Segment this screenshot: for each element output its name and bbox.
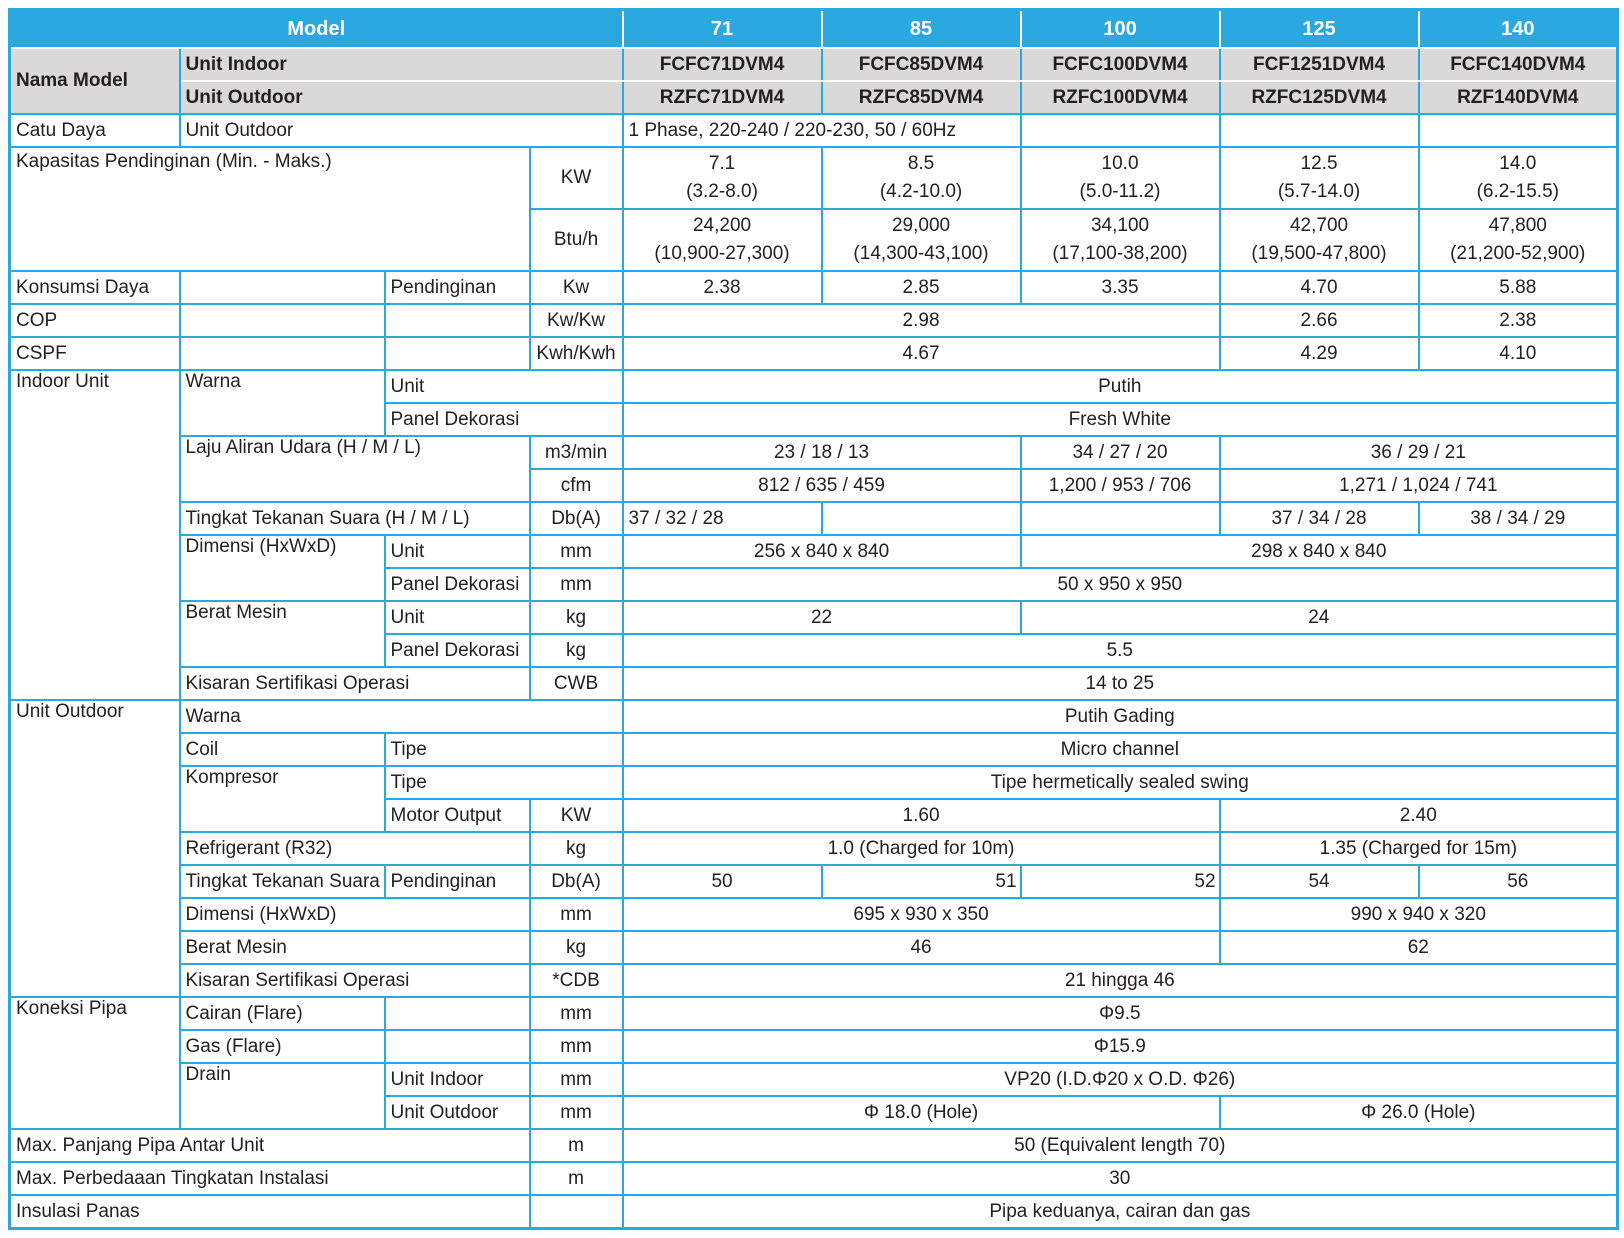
konsumsi-100: 3.35 [1021, 271, 1220, 304]
outdoor-tekanan-71: 50 [623, 865, 822, 898]
indoor-unit-label: Indoor Unit [10, 370, 180, 700]
indoor-laju-cfm-unit: cfm [530, 469, 623, 502]
outdoor-berat-unit: kg [530, 931, 623, 964]
outdoor-dimensi-71-100: 695 x 930 x 350 [623, 898, 1220, 931]
column-header-100: 100 [1021, 10, 1220, 49]
btu-nominal: 42,700 [1289, 215, 1349, 236]
model-header: Model [10, 10, 623, 49]
btu-range: (17,100-38,200) [1052, 243, 1188, 264]
kw-nominal: 8.5 [907, 153, 935, 174]
indoor-dimensi-panel-mm: mm [530, 568, 623, 601]
koneksi-cairan-value: Φ9.5 [623, 997, 1618, 1030]
indoor-dimensi-71-85: 256 x 840 x 840 [623, 535, 1021, 568]
outdoor-tekanan-suara-row [10, 865, 1618, 898]
koneksi-cairan-row [10, 997, 1618, 1030]
btu-nominal: 24,200 [692, 215, 752, 236]
indoor-berat-100-140: 24 [1021, 601, 1618, 634]
indoor-model-140: FCFC140DVM4 [1419, 48, 1618, 81]
koneksi-cairan-unit: mm [530, 997, 623, 1030]
kapasitas-btu-125 [1220, 209, 1419, 271]
indoor-berat-unit-label: Unit [385, 601, 530, 634]
outdoor-berat-71-100: 46 [623, 931, 1220, 964]
outdoor-warna-value: Putih Gading [623, 700, 1618, 733]
drain-outdoor-71-100: Φ 18.0 (Hole) [623, 1096, 1220, 1129]
outdoor-warna-label: Warna [180, 700, 623, 733]
outdoor-kompresor-tipe-label: Tipe [385, 766, 623, 799]
outdoor-coil-tipe-label: Tipe [385, 733, 623, 766]
indoor-warna-panel-label: Panel Dekorasi [385, 403, 623, 436]
insulasi-value: Pipa keduanya, cairan dan gas [623, 1195, 1618, 1229]
indoor-laju-label: Laju Aliran Udara (H / M / L) [180, 436, 530, 502]
kapasitas-kw-unit: KW [530, 147, 623, 209]
kw-range: (5.7-14.0) [1277, 181, 1361, 202]
konsumsi-unit: Kw [530, 271, 623, 304]
outdoor-berat-row [10, 931, 1618, 964]
max-perbedaan-value: 30 [623, 1162, 1618, 1195]
outdoor-berat-125-140: 62 [1220, 931, 1618, 964]
btu-range: (14,300-43,100) [853, 243, 989, 264]
kapasitas-kw-85 [822, 147, 1021, 209]
cspf-71-100: 4.67 [623, 337, 1220, 370]
indoor-dimensi-unit-label: Unit [385, 535, 530, 568]
indoor-tekanan-140: 38 / 34 / 29 [1419, 502, 1618, 535]
catu-daya-row [10, 114, 1618, 147]
laju-m3min-100: 34 / 27 / 20 [1021, 436, 1220, 469]
laju-cfm-125-140: 1,271 / 1,024 / 741 [1220, 469, 1618, 502]
indoor-berat-label: Berat Mesin [180, 601, 385, 667]
catu-daya-value: 1 Phase, 220-240 / 220-230, 50 / 60Hz [623, 114, 1021, 147]
kapasitas-btu-100 [1021, 209, 1220, 271]
outdoor-dimensi-label: Dimensi (HxWxD) [180, 898, 530, 931]
outdoor-motor-unit: KW [530, 799, 623, 832]
laju-cfm-71-85: 812 / 635 / 459 [623, 469, 1021, 502]
column-header-71: 71 [623, 10, 822, 49]
max-perbedaan-row [10, 1162, 1618, 1195]
laju-cfm-100: 1,200 / 953 / 706 [1021, 469, 1220, 502]
drain-outdoor-125-140: Φ 26.0 (Hole) [1220, 1096, 1618, 1129]
cspf-unit: Kwh/Kwh [530, 337, 623, 370]
indoor-dimensi-100-140: 298 x 840 x 840 [1021, 535, 1618, 568]
kw-range: (5.0-11.2) [1079, 181, 1161, 202]
indoor-model-85: FCFC85DVM4 [822, 48, 1021, 81]
drain-outdoor-unit: mm [530, 1096, 623, 1129]
indoor-berat-71-85: 22 [623, 601, 1021, 634]
max-panjang-unit: m [530, 1129, 623, 1162]
outdoor-coil-label: Coil [180, 733, 385, 766]
btu-nominal: 29,000 [891, 215, 951, 236]
indoor-tekanan-125: 37 / 34 / 28 [1220, 502, 1419, 535]
header-row [10, 10, 1618, 49]
kw-nominal: 12.5 [1300, 153, 1338, 174]
cop-empty-b [180, 304, 385, 337]
outdoor-refrigerant-71-100: 1.0 (Charged for 10m) [623, 832, 1220, 865]
outdoor-berat-label: Berat Mesin [180, 931, 530, 964]
outdoor-kompresor-tipe-row [10, 766, 1618, 799]
kapasitas-kw-71 [623, 147, 822, 209]
outdoor-kisaran-unit: *CDB [530, 964, 623, 997]
cop-71-100: 2.98 [623, 304, 1220, 337]
indoor-model-71: FCFC71DVM4 [623, 48, 822, 81]
outdoor-model-125: RZFC125DVM4 [1220, 81, 1419, 114]
column-header-85: 85 [822, 10, 1021, 49]
indoor-warna-unit-value: Putih [623, 370, 1618, 403]
indoor-warna-label: Warna [180, 370, 385, 436]
outdoor-motor-125-140: 2.40 [1220, 799, 1618, 832]
kapasitas-kw-row [10, 147, 1618, 209]
indoor-model-100: FCFC100DVM4 [1021, 48, 1220, 81]
outdoor-kisaran-value: 21 hingga 46 [623, 964, 1618, 997]
outdoor-coil-row [10, 733, 1618, 766]
nama-model-indoor-row [10, 48, 1618, 81]
cspf-label: CSPF [10, 337, 180, 370]
outdoor-dimensi-125-140: 990 x 940 x 320 [1220, 898, 1618, 931]
catu-daya-label: Catu Daya [10, 114, 180, 147]
outdoor-kisaran-label: Kisaran Sertifikasi Operasi [180, 964, 530, 997]
outdoor-model-140: RZF140DVM4 [1419, 81, 1618, 114]
spec-table [8, 8, 1619, 1230]
indoor-kisaran-row [10, 667, 1618, 700]
catu-daya-empty-125 [1220, 114, 1419, 147]
koneksi-pipa-label: Koneksi Pipa [10, 997, 180, 1129]
outdoor-tekanan-unit: Db(A) [530, 865, 623, 898]
indoor-tekanan-71: 37 / 32 / 28 [623, 502, 822, 535]
kw-range: (6.2-15.5) [1476, 181, 1559, 202]
outdoor-tekanan-100: 52 [1021, 865, 1220, 898]
koneksi-cairan-label: Cairan (Flare) [180, 997, 385, 1030]
konsumsi-85: 2.85 [822, 271, 1021, 304]
indoor-dimensi-unit-row [10, 535, 1618, 568]
konsumsi-sub-label: Pendinginan [385, 271, 530, 304]
kapasitas-btu-71 [623, 209, 822, 271]
cspf-empty-c [385, 337, 530, 370]
indoor-warna-unit-label: Unit [385, 370, 623, 403]
laju-m3min-125-140: 36 / 29 / 21 [1220, 436, 1618, 469]
column-header-125: 125 [1220, 10, 1419, 49]
kw-nominal: 10.0 [1101, 153, 1139, 174]
max-panjang-label: Max. Panjang Pipa Antar Unit [10, 1129, 530, 1162]
outdoor-unit-label: Unit Outdoor [10, 700, 180, 997]
konsumsi-daya-label: Konsumsi Daya [10, 271, 180, 304]
kw-nominal: 14.0 [1499, 153, 1537, 174]
indoor-warna-unit-row [10, 370, 1618, 403]
kapasitas-kw-140 [1419, 147, 1618, 209]
outdoor-dimensi-row [10, 898, 1618, 931]
koneksi-drain-indoor-row [10, 1063, 1618, 1096]
drain-indoor-label: Unit Indoor [385, 1063, 530, 1096]
kw-range: (3.2-8.0) [686, 181, 758, 202]
kw-range: (4.2-10.0) [879, 181, 963, 202]
insulasi-row [10, 1195, 1618, 1229]
koneksi-gas-value: Φ15.9 [623, 1030, 1618, 1063]
kw-nominal: 7.1 [708, 153, 736, 174]
indoor-dimensi-panel-value: 50 x 950 x 950 [623, 568, 1618, 601]
btu-range: (10,900-27,300) [654, 243, 790, 264]
koneksi-gas-unit: mm [530, 1030, 623, 1063]
outdoor-model-100: RZFC100DVM4 [1021, 81, 1220, 114]
outdoor-tekanan-85: 51 [822, 865, 1021, 898]
outdoor-tekanan-sub-label: Pendinginan [385, 865, 530, 898]
outdoor-kompresor-tipe-value: Tipe hermetically sealed swing [623, 766, 1618, 799]
indoor-berat-unit-row [10, 601, 1618, 634]
indoor-dimensi-unit-mm: mm [530, 535, 623, 568]
outdoor-tekanan-140: 56 [1419, 865, 1618, 898]
indoor-kisaran-unit: CWB [530, 667, 623, 700]
outdoor-kisaran-row [10, 964, 1618, 997]
indoor-berat-panel-kg: kg [530, 634, 623, 667]
unit-indoor-label: Unit Indoor [180, 48, 623, 81]
cop-row [10, 304, 1618, 337]
indoor-berat-panel-label: Panel Dekorasi [385, 634, 530, 667]
outdoor-coil-value: Micro channel [623, 733, 1618, 766]
indoor-laju-m3min-unit: m3/min [530, 436, 623, 469]
column-header-140: 140 [1419, 10, 1618, 49]
insulasi-empty-unit [530, 1195, 623, 1229]
indoor-tekanan-empty-85 [822, 502, 1021, 535]
konsumsi-140: 5.88 [1419, 271, 1618, 304]
cop-125: 2.66 [1220, 304, 1419, 337]
max-panjang-value: 50 (Equivalent length 70) [623, 1129, 1618, 1162]
indoor-tekanan-empty-100 [1021, 502, 1220, 535]
indoor-tekanan-label: Tingkat Tekanan Suara (H / M / L) [180, 502, 530, 535]
drain-outdoor-label: Unit Outdoor [385, 1096, 530, 1129]
koneksi-gas-empty [385, 1030, 530, 1063]
max-perbedaan-unit: m [530, 1162, 623, 1195]
koneksi-gas-row [10, 1030, 1618, 1063]
outdoor-refrigerant-label: Refrigerant (R32) [180, 832, 530, 865]
indoor-model-125: FCF1251DVM4 [1220, 48, 1419, 81]
catu-daya-sub-label: Unit Outdoor [180, 114, 623, 147]
cspf-empty-b [180, 337, 385, 370]
outdoor-warna-row [10, 700, 1618, 733]
indoor-kisaran-label: Kisaran Sertifikasi Operasi [180, 667, 530, 700]
cop-label: COP [10, 304, 180, 337]
koneksi-gas-label: Gas (Flare) [180, 1030, 385, 1063]
indoor-warna-panel-value: Fresh White [623, 403, 1618, 436]
outdoor-model-71: RZFC71DVM4 [623, 81, 822, 114]
outdoor-tekanan-label: Tingkat Tekanan Suara [180, 865, 385, 898]
indoor-dimensi-panel-label: Panel Dekorasi [385, 568, 530, 601]
max-perbedaan-label: Max. Perbedaaan Tingkatan Instalasi [10, 1162, 530, 1195]
outdoor-dimensi-unit: mm [530, 898, 623, 931]
drain-indoor-unit: mm [530, 1063, 623, 1096]
koneksi-drain-label: Drain [180, 1063, 385, 1129]
outdoor-refrigerant-row [10, 832, 1618, 865]
catu-daya-empty-100 [1021, 114, 1220, 147]
konsumsi-empty-b [180, 271, 385, 304]
koneksi-cairan-empty [385, 997, 530, 1030]
indoor-laju-m3min-row [10, 436, 1618, 469]
insulasi-label: Insulasi Panas [10, 1195, 530, 1229]
outdoor-refrigerant-125-140: 1.35 (Charged for 15m) [1220, 832, 1618, 865]
nama-model-outdoor-row [10, 81, 1618, 114]
indoor-kisaran-value: 14 to 25 [623, 667, 1618, 700]
kapasitas-btu-140 [1419, 209, 1618, 271]
indoor-tekanan-suara-row [10, 502, 1618, 535]
outdoor-kompresor-label: Kompresor [180, 766, 385, 832]
kapasitas-label: Kapasitas Pendinginan (Min. - Maks.) [10, 147, 530, 271]
cop-empty-c [385, 304, 530, 337]
btu-nominal: 47,800 [1488, 215, 1547, 236]
indoor-dimensi-label: Dimensi (HxWxD) [180, 535, 385, 601]
outdoor-motor-71-100: 1.60 [623, 799, 1220, 832]
kapasitas-kw-125 [1220, 147, 1419, 209]
laju-m3min-71-85: 23 / 18 / 13 [623, 436, 1021, 469]
max-panjang-row [10, 1129, 1618, 1162]
outdoor-tekanan-125: 54 [1220, 865, 1419, 898]
indoor-berat-panel-value: 5.5 [623, 634, 1618, 667]
btu-nominal: 34,100 [1090, 215, 1150, 236]
kapasitas-btu-unit: Btu/h [530, 209, 623, 271]
cspf-140: 4.10 [1419, 337, 1618, 370]
unit-outdoor-label: Unit Outdoor [180, 81, 623, 114]
kapasitas-btu-85 [822, 209, 1021, 271]
kapasitas-kw-100 [1021, 147, 1220, 209]
konsumsi-daya-row [10, 271, 1618, 304]
cspf-row [10, 337, 1618, 370]
outdoor-refrigerant-unit: kg [530, 832, 623, 865]
nama-model-label: Nama Model [10, 48, 180, 114]
btu-range: (21,200-52,900) [1450, 243, 1586, 264]
catu-daya-empty-140 [1419, 114, 1618, 147]
cop-140: 2.38 [1419, 304, 1618, 337]
drain-indoor-value: VP20 (I.D.Φ20 x O.D. Φ26) [623, 1063, 1618, 1096]
cspf-125: 4.29 [1220, 337, 1419, 370]
indoor-berat-unit-kg: kg [530, 601, 623, 634]
indoor-tekanan-unit: Db(A) [530, 502, 623, 535]
konsumsi-71: 2.38 [623, 271, 822, 304]
cop-unit: Kw/Kw [530, 304, 623, 337]
outdoor-motor-label: Motor Output [385, 799, 530, 832]
konsumsi-125: 4.70 [1220, 271, 1419, 304]
btu-range: (19,500-47,800) [1251, 243, 1387, 264]
outdoor-model-85: RZFC85DVM4 [822, 81, 1021, 114]
